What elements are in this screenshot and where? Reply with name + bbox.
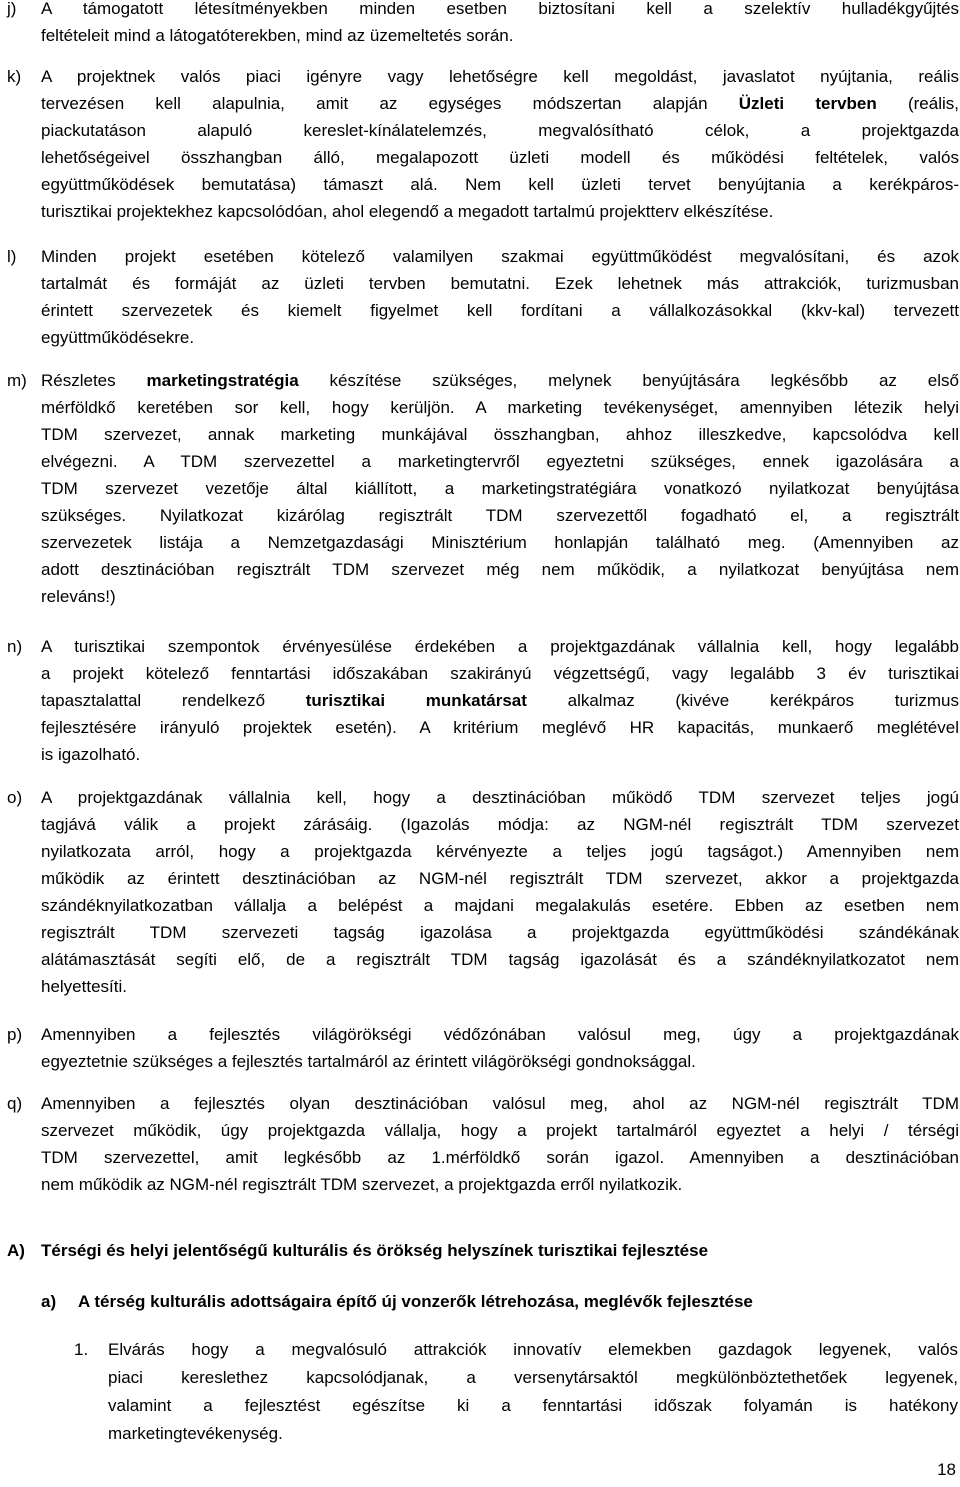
list-marker: n) [7,637,23,656]
text-run: A projektnek valós piaci igényre vagy lehetőségre kell megoldást, javaslatot nyújtania, reális [41,67,959,86]
text-line [41,556,959,583]
text-run: tartalmát és formáját az üzleti tervben bemutatni. Ezek lehetnek más attrakciók, turizmusban [41,274,959,293]
text-run: A turisztikai szempontok érvényesülése érdekében a projektgazdának vállalnia kell, hogy legalább [41,637,959,656]
subsection-heading-marker: a) [41,1292,57,1311]
text-line [41,367,959,394]
text-run: nem működik az NGM-nél regisztrált TDM szervezet, a projektgazda erről nyilatkozik. [41,1175,683,1194]
text-line [41,529,959,556]
text-line [41,687,959,714]
list-marker: j) [7,0,17,18]
text-run: együttműködések bemutatása) támaszt alá. Nem kell üzleti tervet benyújtania a kerékpáros- [41,175,959,194]
text-run: turisztikai projektekhez kapcsolódóan, ahol elegendő a megadott tartalmú projektterv elkészítése. [41,202,774,221]
bold-term-turisztikai-munkatars: turisztikai munkatársat [305,691,527,710]
text-run: egyeztetnie szükséges a fejlesztés tartalmáról az érintett világörökségi gondnoksággal. [41,1052,696,1071]
text-run: szándéknyilatkozatban vállalja a belépést a majdani megalakulás esetére. Ebben az esetben nem [41,896,959,915]
list-marker: p) [7,1025,23,1044]
text-run: TDM szervezettel, amit legkésőbb az 1.mérföldkő során igazol. Amennyiben a desztinációban [41,1148,959,1167]
list-marker: o) [7,788,23,807]
text-line [41,946,959,973]
text-line [41,838,959,865]
text-run: A támogatott létesítményekben minden esetben biztosítani kell a szelektív hulladékgyűjtés [41,0,959,18]
text-line [41,421,959,448]
text-run: tapasztalattal rendelkező [41,691,306,710]
list-marker: q) [7,1094,23,1113]
list-marker: l) [7,247,17,266]
text-run: tervezésen kell alapulnia, amit az egységes módszertan alapján [41,94,739,113]
text-line [41,633,959,660]
text-run: TDM szervezet vezetője által kiállított, a marketingstratégiára vonatkozó nyilatkozat benyújtása [41,479,959,498]
text-line [41,297,959,324]
numbered-marker: 1. [74,1340,89,1359]
text-line [41,63,959,90]
section-heading-marker: A) [7,1241,25,1260]
text-line [41,475,959,502]
text-run: Minden projekt esetében kötelező valamilyen szakmai együttműködést megvalósítani, és azok [41,247,959,266]
text-run: szükséges. Nyilatkozat kizárólag regisztrált TDM szervezettől fogadható el, a regisztrált [41,506,959,525]
text-run: fejlesztésére irányuló projektek esetén). A kritérium meglévő HR kapacitás, munkaerő meglétével [41,718,959,737]
text-line [41,394,959,421]
text-line [41,865,959,892]
page-number: 18 [937,1460,956,1479]
text-run: TDM szervezet, annak marketing munkájával összhangban, ahhoz illeszkedve, kapcsolódva kell [41,425,959,444]
text-line [41,324,959,351]
list-marker: k) [7,67,22,86]
text-line [41,583,959,610]
text-run: elvégezni. A TDM szervezettel a marketingtervről egyeztetni szükséges, ennek igazolására a [41,452,959,471]
bold-term-uzleti-terv: Üzleti tervben [738,94,877,113]
text-run: szervezet működik, úgy projektgazda vállalja, hogy a projekt tartalmáról egyeztet a helyi / térségi [41,1121,959,1140]
text-line [41,892,959,919]
text-line [41,171,959,198]
text-line [41,117,959,144]
text-run: (reális, [876,94,959,113]
text-run: Amennyiben a fejlesztés világörökségi védőzónában valósul meg, úgy a projektgazdának [41,1025,959,1044]
text-line [41,198,959,225]
text-line [41,741,959,768]
text-line: valamint a fejlesztést egészítse ki a fenntartási időszak folyamán is hatékony [108,1396,958,1415]
text-line [41,270,959,297]
text-run: tagjává válik a projekt zárásáig. (Igazolás módja: az NGM-nél regisztrált TDM szervezet [41,815,959,834]
text-run: működik az érintett desztinációban az NGM-nél regisztrált TDM szervezet, akkor a projektgazda [41,869,959,888]
text-line [41,22,959,49]
text-line [41,1144,959,1171]
text-run: nyilatkozata arról, hogy a projektgazda kérvényezte a teljes jogú tagságot.) Amennyiben nem [41,842,959,861]
text-line [41,1117,959,1144]
text-run: releváns!) [41,587,116,606]
text-line: marketingtevékenység. [108,1424,283,1443]
text-line [41,784,959,811]
text-run: regisztrált TDM szervezeti tagság igazolása a projektgazda együttműködési szándékának [41,923,959,942]
text-run: a projekt kötelező fenntartási időszakában szakirányú végzettségű, vagy legalább 3 év turisztikai [41,664,959,683]
text-run: adott desztinációban regisztrált TDM szervezet még nem működik, a nyilatkozat benyújtása nem [41,560,959,579]
text-line: Elvárás hogy a megvalósuló attrakciók innovatív elemekben gazdagok legyenek, valós [108,1340,958,1359]
text-line [41,0,959,22]
subsection-heading-text: A térség kulturális adottságaira építő új vonzerők létrehozása, meglévők fejlesztése [78,1292,753,1311]
text-run: A projektgazdának vállalnia kell, hogy a desztinációban működő TDM szervezet teljes jogú [41,788,959,807]
text-run: készítése szükséges, melynek benyújtására legkésőbb az első [298,371,959,390]
text-line [41,448,959,475]
text-line [41,243,959,270]
text-line [41,660,959,687]
text-run: Amennyiben a fejlesztés olyan desztinációban valósul meg, ahol az NGM-nél regisztrált TDM [41,1094,959,1113]
text-run: alkalmaz (kivéve kerékpáros turizmus [526,691,959,710]
text-run: Részletes [41,371,147,390]
text-run: együttműködésekre. [41,328,195,347]
text-line [41,1048,959,1075]
text-line [41,714,959,741]
text-run: piackutatáson alapuló kereslet-kínálatelemzés, megvalósítható célok, a projektgazda [41,121,959,140]
text-line [41,1090,959,1117]
text-line [41,1171,959,1198]
text-run: szervezetek listája a Nemzetgazdasági Minisztérium honlapján található meg. (Amennyiben az [41,533,959,552]
bold-term-marketingstrategia: marketingstratégia [146,371,299,390]
text-run: érintett szervezetek és kiemelt figyelmet kell fordítani a vállalkozásokkal (kkv-kal) tervezett [41,301,959,320]
text-line [41,811,959,838]
text-run: lehetőségeivel összhangban álló, megalapozott üzleti modell és működési feltételek, valós [41,148,959,167]
text-run: helyettesíti. [41,977,127,996]
list-marker: m) [7,371,27,390]
text-run: feltételeit mind a látogatóterekben, mind az üzemeltetés során. [41,26,514,45]
text-run: is igazolható. [41,745,141,764]
text-line [41,1021,959,1048]
text-line [41,973,959,1000]
text-line: piaci kereslethez kapcsolódjanak, a versenytársaktól megkülönböztethetőek legyenek, [108,1368,958,1387]
text-line [41,919,959,946]
text-line [41,90,959,117]
text-line [41,502,959,529]
text-run: mérföldkő keretében sor kell, hogy kerüljön. A marketing tevékenységet, amennyiben létezik helyi [41,398,959,417]
section-heading-text: Térségi és helyi jelentőségű kulturális és örökség helyszínek turisztikai fejlesztése [41,1241,709,1260]
text-line [41,144,959,171]
text-run: alátámasztását segíti elő, de a regisztrált TDM tagság igazolását és a szándéknyilatkozatot nem [41,950,959,969]
